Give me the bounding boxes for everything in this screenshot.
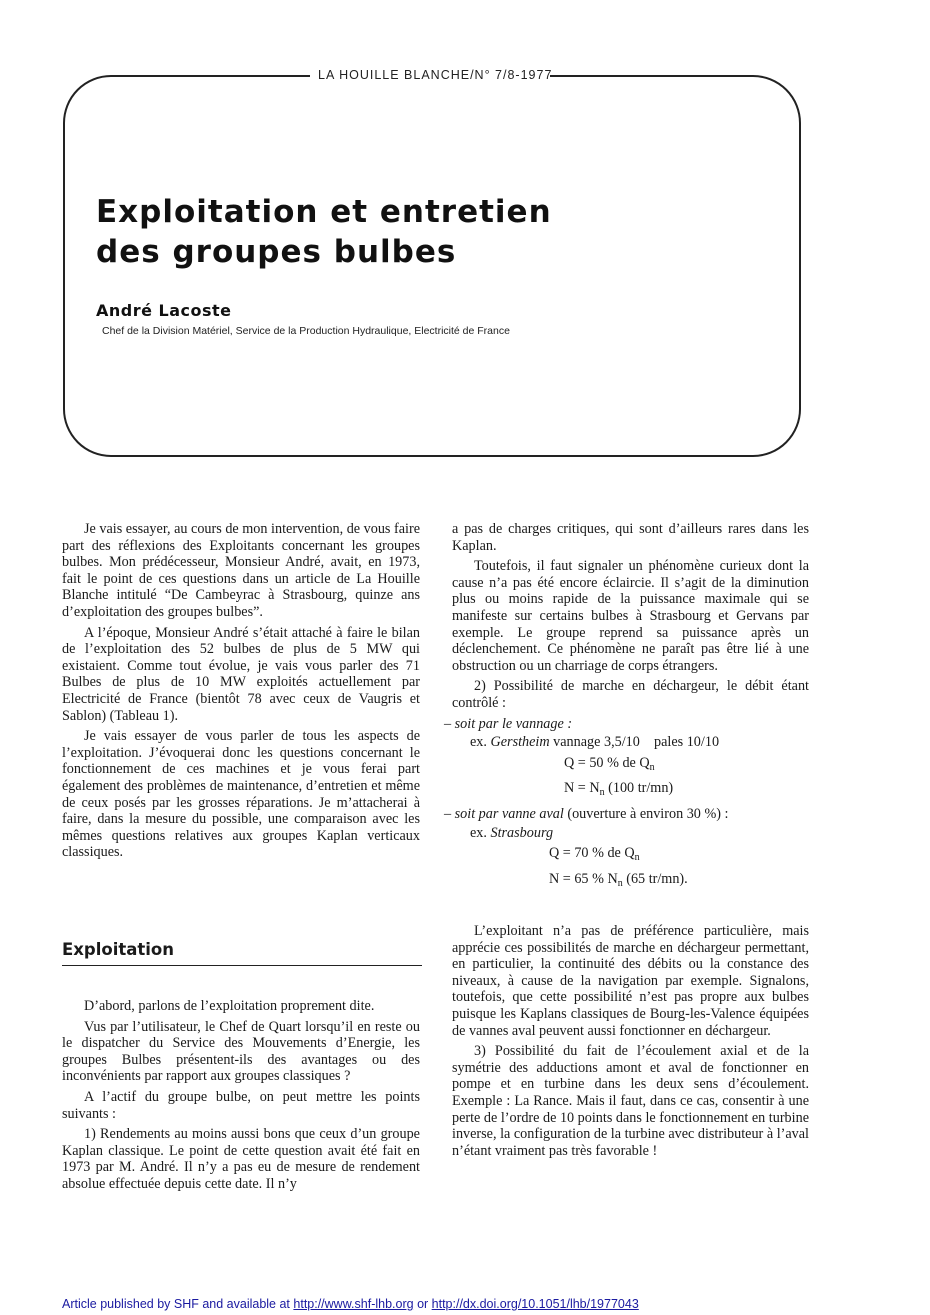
- list-item: – soit par vanne aval (ouverture à environ 30 %) :: [444, 805, 729, 822]
- list-item: – soit par le vannage :: [444, 715, 573, 732]
- formula-line: $N = N_n$ (100 tr/mn): [564, 780, 674, 799]
- paragraph: D’abord, parlons de l’exploitation proprement dite.: [84, 998, 375, 1014]
- title-line-1: Exploitation et entretien: [96, 194, 552, 230]
- author-affiliation: Chef de la Division Matériel, Service de la Production Hydraulique, Electricité de France: [102, 325, 510, 337]
- paragraph: a pas de charges critiques, qui sont d’ailleurs rares dans les Kaplan.: [452, 521, 809, 554]
- article-title: [96, 192, 552, 272]
- paragraph: Je vais essayer, au cours de mon intervention, de vous faire part des réflexions des Exploitants concernant les groupes bulbes. Mon prédécesseur, Monsieur André, avait, en 1973, fait le point de ces questions dans un article de La Houille Blanche intitulé “De Cambeyrac à Strasbourg, quinze ans d’exploitation des groupes bulbes”.: [62, 521, 420, 620]
- title-line-2: des groupes bulbes: [96, 234, 457, 270]
- example-line: ex. Gerstheim vannage 3,5/10 pales 10/10: [470, 734, 720, 751]
- left-column-exploitation: [62, 998, 420, 1197]
- publication-footer: Article published by SHF and available at http://www.shf-lhb.org or http://dx.doi.org/10.1051/lhb/1977043: [62, 1297, 639, 1311]
- formula-line: Q = 70 % de $Q_n$: [549, 845, 640, 864]
- paragraph: 1) Rendements au moins aussi bons que ceux d’un groupe Kaplan classique. Le point de cette question avait été fait en 1973 par M. André. Il n’y a pas eu de mesure de rendement absolue effectuée depuis cette date. Il n’y: [62, 1126, 420, 1192]
- doi-link[interactable]: http://dx.doi.org/10.1051/lhb/1977043: [431, 1297, 639, 1311]
- paragraph: A l’actif du groupe bulbe, on peut mettre les points suivants :: [62, 1088, 420, 1122]
- journal-header: LA HOUILLE BLANCHE/N° 7/8-1977: [318, 68, 553, 82]
- shf-link[interactable]: http://www.shf-lhb.org: [293, 1297, 414, 1311]
- paragraph: 2) Possibilité de marche en déchargeur, le débit étant contrôlé :: [452, 678, 809, 711]
- paragraph: Je vais essayer de vous parler de tous les aspects de l’exploitation. J’évoquerai donc les questions concernant le fonctionnement de ces machines et je vous ferai part également des problèmes de maintenance, d’entretien et même de ceux posés par les grosses réparations. Je m’attacherai à faire, dans la mesure du possible, une comparaison avec les mêmes questions relatives aux groupes Kaplan verticaux classiques.: [62, 728, 420, 861]
- example-line: ex. Strasbourg: [470, 824, 554, 841]
- bold-lead: A l’actif du groupe bulbe: [84, 1088, 248, 1105]
- paragraph: Vus par l’utilisateur, le Chef de Quart lorsqu’il en reste ou le dispatcher du Service des Mouvements d’Energie, les groupes Bulbes présentent-ils des avantages ou des inconvénients par rapport aux groupes classiques ?: [62, 1018, 420, 1085]
- right-column-bottom: [452, 923, 809, 1163]
- paragraph: Toutefois, il faut signaler un phénomène curieux dont la cause n’a pas été encore éclaircie. Il s’agit de la diminution plus ou moins rapide de la puissance maximale qui se manifeste sur certains bulbes à Strasbourg et Gervans par exemple. Le groupe reprend sa puissance après un déclenchement. Ce phénomène ne paraît pas être lié à une obstruction ou un charriage de corps étrangers.: [452, 558, 809, 674]
- formula-line: N = 65 % $N_n$ (65 tr/mn).: [549, 870, 688, 889]
- right-column-top: [444, 521, 809, 892]
- paragraph: A l’époque, Monsieur André s’était attaché à faire le bilan de l’exploitation des 52 bulbes de plus de 5 MW qui existaient. Comme tout évolue, je vais vous parler des 71 Bulbes de plus de 10 MW exploités actuellement par Electricité de France (bientôt 78 avec ceux de Vaugris et Sablon) (Tableau 1).: [62, 624, 420, 724]
- left-column-intro: [62, 521, 420, 865]
- paragraph: 3) Possibilité du fait de l’écoulement axial et de la symétrie des adductions amont et aval de fonctionner en pompe et en turbine dans les deux sens d’écoulement. Exemple : La Rance. Mais il faut, dans ce cas, consentir à une perte de l’ordre de 10 points dans le fonctionnement en turbine inverse, la configuration de la turbine avec distributeur à l’aval n’étant vraiment pas très favorable !: [452, 1043, 809, 1159]
- paragraph: L’exploitant n’a pas de préférence particulière, mais apprécie ces possibilités de marche en déchargeur permettant, en particulier, la continuité des débits ou la constance des niveaux, à cause de la navigation par exemple. Signalons, toutefois, que cette possibilité n’est pas propre aux bulbes puisque les Kaplans classiques de Bourg-les-Valence équipées de vannes aval peuvent aussi fonctionner en déchargeur.: [452, 923, 809, 1039]
- author-name: André Lacoste: [96, 301, 232, 320]
- formula-line: Q = 50 % de $Q_n$: [564, 754, 655, 773]
- section-heading-exploitation: Exploitation: [62, 940, 422, 966]
